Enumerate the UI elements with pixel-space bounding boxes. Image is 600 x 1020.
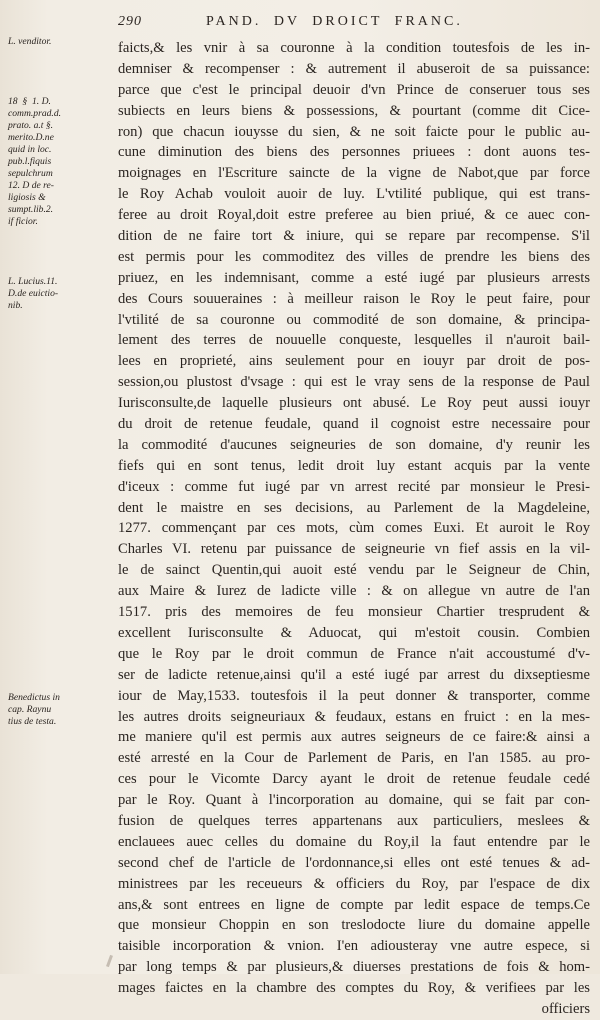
text-line: fusion de quelques terres appartenans aux particuliers, meslees &: [118, 812, 590, 829]
margin-note: L. venditor.: [8, 36, 52, 47]
text-line: excellent Iurisconsulte & Aduocat, qui m'estoit cousin. Combien: [118, 624, 590, 641]
text-line: demniser & recompenser : & autrement il abuseroit de sa puissance:: [118, 60, 590, 77]
text-line: taisible incorporation & vnion. I'en adiousteray vne autre espece, si: [118, 938, 590, 955]
text-line: des Cours souueraines : à meilleur raison le Roy le peut faire, pour: [118, 290, 590, 307]
margin-note: L. Lucius.11. D.de euictio- nib.: [8, 276, 59, 311]
text-line: cune diminution des biens des personnes priuees : dont auons tes-: [118, 144, 590, 161]
text-line: Charles VI. retenu par puissance de seigneurie vn fief assis en la vil-: [118, 541, 590, 558]
text-line: me maniere qu'il est permis aux autres seigneurs de ce faire:& ainsi a: [118, 729, 590, 746]
text-line: subiects en leurs biens & possessions, & pourtant (comme dit Cice-: [118, 102, 590, 119]
text-line: lees en proprieté, ains seulement pour en iouyr par droit de pos-: [118, 353, 590, 370]
text-line: priuez, en les indemnisant, comme a esté iugé par plusieurs arrests: [118, 269, 590, 286]
text-line: ministrees par les receueurs & officiers du Roy, par l'espace de dix: [118, 875, 590, 892]
text-line: la commodité d'aucunes seigneuries de son domaine, d'y reunir les: [118, 436, 590, 453]
text-line: parce que c'est le principal deuoir d'vn Prince de conseruer tous ses: [118, 81, 590, 98]
text-line: les autres droits seigneuriaux & feudaux, estans en fruict : en la mes-: [118, 708, 590, 725]
text-line: fiefs qui en sont tenus, ledit droit luy estant acquis par la vente: [118, 457, 590, 474]
text-line: iour de May,1533. toutesfois il la peut donner & transporter, comme: [118, 687, 590, 704]
text-line: aux Maire & Iurez de ladicte ville : & on allegue vn autre de l'an: [118, 583, 590, 600]
text-line: feree au droit Royal,doit estre preferee au bien priué, & ce auec con-: [118, 207, 590, 224]
text-line: que le Roy par le droit commun de France n'ait accoustumé d'v-: [118, 645, 590, 662]
margin-note: 18 § 1. D. comm.prad.d. prato. a.t §. merito.D.ne quid in loc. pub.l.fiquis sepulchrum 12. D de re- ligiosis & sumpt.lib.2. if ficior.: [8, 96, 62, 227]
text-line: dition de ne faire tort & iniure, qui se repare par recompense. S'il: [118, 228, 590, 245]
text-line: par long temps & par plusieurs,& diuerses prestations de fois & hom-: [118, 959, 590, 976]
text-line: faicts,& les vnir à sa couronne à la condition toutesfois de les in-: [118, 40, 590, 56]
text-line: enclauees auec celles du domaine du Roy,il la faut entendre par le: [118, 833, 590, 850]
text-line: l'vtilité de sa couronne ou commodité de son domaine, & principa-: [118, 311, 590, 328]
text-line: ron) que chacun iouysse du sien, & ne soit faicte pour le public au-: [118, 123, 590, 140]
text-line: esté arresté en la Cour de Parlement de Paris, en l'an 1585. au pro-: [118, 750, 590, 767]
text-line: moignages en l'Escriture saincte de la vigne de Nabot,que par force: [118, 165, 590, 182]
text-line: d'iceux : comme fut iugé par vn arrest recité par monsieur le Presi-: [118, 478, 590, 495]
text-line: mages faictes en la chambre des comptes du Roy, & verifiees par les: [118, 980, 590, 997]
text-line: dent le maistre en ses decisions, au Parlement de la Magdeleine,: [118, 499, 590, 516]
text-line: 1517. pris des memoires de feu monsieur Chartier tresprudent &: [118, 604, 590, 621]
text-line: le de sainct Quentin,qui auoit esté vendu par le Seigneur de Chin,: [118, 562, 590, 579]
text-line: session,ou plustost d'vsage : qui est le vray sens de la response de Paul: [118, 374, 590, 391]
text-line: ans,& sont entrees en ligne de compte par ledit espace de temps.Ce: [118, 896, 590, 913]
running-title: PAND. DV DROICT FRANC.: [206, 14, 463, 29]
text-line: du droit de retenue feudale, quand il cognoist estre necessaire pour: [118, 416, 590, 433]
text-line: ser de ladicte retenue,ainsi qu'il a esté iugé par arrest du dixseptiesme: [118, 666, 590, 683]
text-line: Iurisconsulte,de laquelle plusieurs ont abusé. Le Roy peut aussi iouyr: [118, 395, 590, 412]
text-line: que monsieur Choppin en son treslodocte liure du domaine appelle: [118, 917, 590, 934]
body-text: [118, 38, 590, 1020]
text-line: lement des terres de nouuelle conqueste, lesquelles il n'auroit bail-: [118, 332, 590, 349]
page-number: 290: [118, 14, 142, 29]
margin-note: Benedictus in cap. Raynu tius de testa.: [8, 692, 60, 727]
text-line: 1277. commençant par ces mots, cùm comes Euxi. Et auroit le Roy: [118, 520, 590, 537]
text-line: officiers: [541, 1000, 590, 1017]
text-line: par le Roy. Quant à l'incorporation au domaine, qui se fait par con-: [118, 792, 590, 809]
text-line: second chef de l'article de l'ordonnance,si elles ont esté tenues & ad-: [118, 854, 590, 871]
running-header: [118, 14, 588, 36]
text-line: ces pour le Vicomte Darcy ayant le droit de retenue feudale cedé: [118, 771, 590, 788]
text-line: est permis pour les commoditez des villes de prendre les biens des: [118, 248, 590, 265]
page-mark: [106, 955, 113, 967]
text-line: le Roy Achab vouloit auoir de luy. L'vtilité publique, qui est trans-: [118, 186, 590, 203]
